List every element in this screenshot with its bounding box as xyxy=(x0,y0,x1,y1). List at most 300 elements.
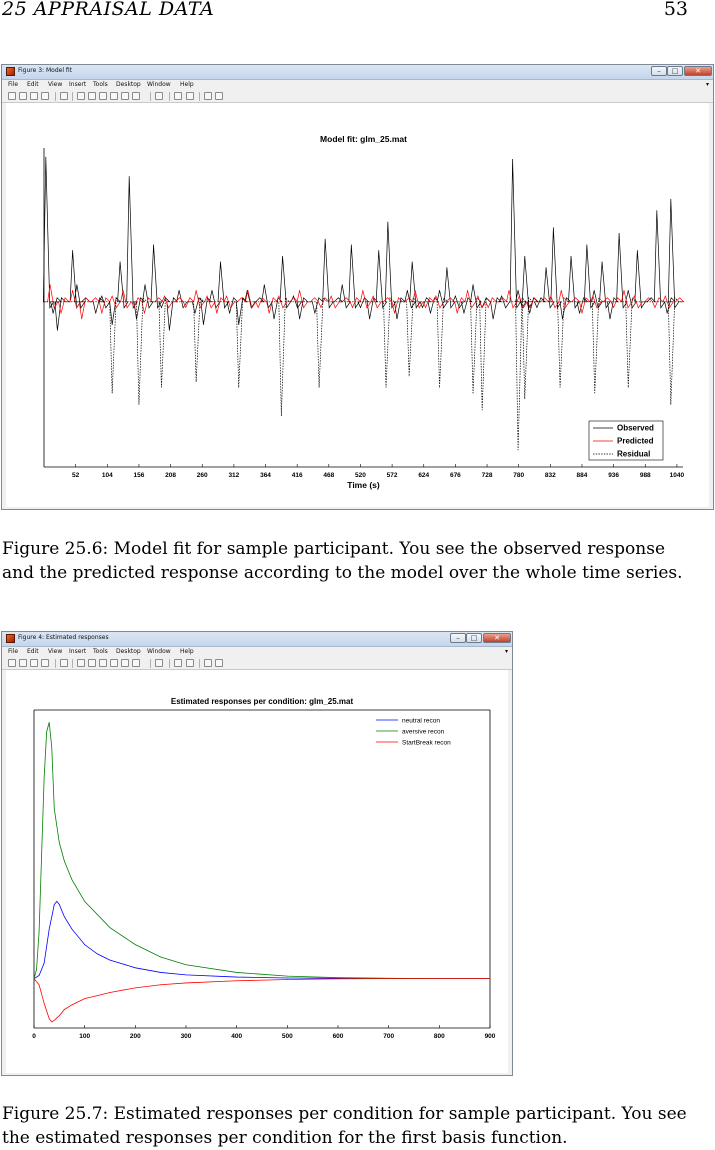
data-point xyxy=(72,879,73,880)
data-point xyxy=(439,290,440,291)
data-cursor-icon[interactable] xyxy=(121,92,129,100)
data-point xyxy=(203,324,204,325)
chart-title: Model fit: glm_25.mat xyxy=(320,134,407,144)
edit-plot-icon[interactable] xyxy=(60,92,68,100)
figure-window-model-fit xyxy=(1,64,714,510)
data-point xyxy=(64,1009,65,1010)
data-point xyxy=(76,284,77,285)
data-point xyxy=(325,239,326,240)
series-observed xyxy=(43,157,683,331)
x-tick-label: 312 xyxy=(228,472,240,479)
print-icon[interactable] xyxy=(41,659,49,667)
x-tick-label: 800 xyxy=(433,1033,445,1040)
x-tick-label: 780 xyxy=(513,472,525,479)
data-point xyxy=(478,296,479,297)
data-point xyxy=(84,998,85,999)
figure-window-estimated-responses xyxy=(1,631,513,1076)
menu-bar xyxy=(2,80,713,90)
data-point xyxy=(281,415,282,416)
new-figure-icon[interactable] xyxy=(8,92,16,100)
data-point xyxy=(446,301,447,302)
data-point xyxy=(64,917,65,918)
data-point xyxy=(299,290,300,291)
legend-label: neutral recon xyxy=(402,717,440,725)
data-point xyxy=(44,963,45,964)
legend-label: Residual xyxy=(617,449,651,459)
data-point xyxy=(39,932,40,933)
data-point xyxy=(120,262,121,263)
data-point xyxy=(439,978,440,979)
data-point xyxy=(238,324,239,325)
legend-label: StartBreak recon xyxy=(402,739,451,747)
data-point xyxy=(467,290,468,291)
x-tick-label: 156 xyxy=(133,472,145,479)
data-point xyxy=(46,731,47,732)
series-line xyxy=(44,298,683,450)
data-point xyxy=(628,290,629,291)
x-tick-label: 676 xyxy=(449,472,461,479)
data-point xyxy=(101,296,102,297)
data-point xyxy=(369,318,370,319)
rotate-icon[interactable] xyxy=(110,92,118,100)
data-point xyxy=(624,290,625,291)
data-point xyxy=(446,267,447,268)
data-point xyxy=(186,983,187,984)
data-point xyxy=(229,313,230,314)
data-point xyxy=(362,290,363,291)
x-tick-label: 728 xyxy=(481,472,493,479)
data-point xyxy=(425,307,426,308)
zoom-in-icon[interactable] xyxy=(77,659,85,667)
menu-window[interactable]: Window xyxy=(147,81,171,88)
figure-canvas xyxy=(6,670,508,1073)
data-point xyxy=(101,313,102,314)
data-point xyxy=(655,307,656,308)
x-tick-label: 624 xyxy=(418,472,430,479)
data-point xyxy=(560,387,561,388)
save-icon[interactable] xyxy=(30,659,38,667)
data-point xyxy=(236,980,237,981)
menu-bar xyxy=(2,647,512,657)
data-point xyxy=(54,904,55,905)
data-point xyxy=(59,842,60,843)
data-point xyxy=(299,318,300,319)
menu-view[interactable]: View xyxy=(48,81,63,88)
x-tick-label: 104 xyxy=(101,472,113,479)
data-point xyxy=(160,957,161,958)
window-title: Figure 3: Model fit xyxy=(18,67,73,74)
data-point xyxy=(388,978,389,979)
data-point xyxy=(524,256,525,257)
data-point xyxy=(457,313,458,314)
data-point xyxy=(586,244,587,245)
data-point xyxy=(383,301,384,302)
data-point xyxy=(45,157,46,158)
data-point xyxy=(160,972,161,973)
data-point xyxy=(509,290,510,291)
data-point xyxy=(530,307,531,308)
data-point xyxy=(44,778,45,779)
data-point xyxy=(64,861,65,862)
data-point xyxy=(628,387,629,388)
data-point xyxy=(238,387,239,388)
data-point xyxy=(135,944,136,945)
figure-caption-25-7: Figure 25.7: Estimated responses per condition for sample participant. You see the estimated responses per condition for the first basis function. xyxy=(2,1104,687,1148)
data-point xyxy=(135,967,136,968)
x-tick-label: 988 xyxy=(639,472,651,479)
section-heading: 25 APPRAISAL DATA xyxy=(2,0,215,20)
x-tick-label: 400 xyxy=(231,1033,243,1040)
data-point xyxy=(667,313,668,314)
data-point xyxy=(72,250,73,251)
menu-view[interactable]: View xyxy=(48,648,63,655)
matlab-icon xyxy=(6,634,15,643)
data-point xyxy=(675,301,676,302)
data-point xyxy=(373,296,374,297)
data-point xyxy=(546,267,547,268)
x-tick-label: 468 xyxy=(323,472,335,479)
data-point xyxy=(293,296,294,297)
figure-canvas xyxy=(6,103,709,507)
data-point xyxy=(161,307,162,308)
data-point xyxy=(656,210,657,211)
toolbar-separator xyxy=(150,659,151,668)
data-point xyxy=(129,176,130,177)
data-point xyxy=(593,296,594,297)
toolbar-separator xyxy=(150,92,151,101)
data-point xyxy=(195,313,196,314)
data-point xyxy=(412,262,413,263)
data-point xyxy=(53,313,54,314)
data-point xyxy=(264,284,265,285)
brush-icon[interactable] xyxy=(132,92,140,100)
series-line xyxy=(43,157,683,330)
series-line xyxy=(34,722,490,978)
x-tick-label: 1040 xyxy=(669,472,685,479)
page-header xyxy=(0,0,700,24)
data-point xyxy=(338,979,339,980)
minimize-button[interactable]: – xyxy=(651,66,667,76)
menu-help[interactable]: Help xyxy=(180,648,194,655)
data-point xyxy=(670,199,671,200)
x-tick-label: 0 xyxy=(32,1033,36,1040)
x-tick-label: 520 xyxy=(355,472,366,479)
save-icon[interactable] xyxy=(30,92,38,100)
data-point xyxy=(139,404,140,405)
menu-edit[interactable]: Edit xyxy=(27,648,39,655)
menu-help[interactable]: Help xyxy=(180,81,194,88)
data-point xyxy=(39,984,40,985)
x-tick-label: 100 xyxy=(79,1033,91,1040)
data-point xyxy=(553,227,554,228)
title-bar[interactable] xyxy=(2,65,713,80)
data-point xyxy=(59,1015,60,1016)
zoom-out-icon[interactable] xyxy=(88,659,96,667)
open-file-icon[interactable] xyxy=(19,659,27,667)
data-point xyxy=(57,330,58,331)
x-tick-label: 200 xyxy=(129,1033,141,1040)
data-point xyxy=(186,975,187,976)
matlab-icon xyxy=(6,67,15,76)
pan-icon[interactable] xyxy=(99,659,107,667)
data-point xyxy=(51,747,52,748)
data-point xyxy=(237,301,238,302)
x-tick-label: 500 xyxy=(281,1033,293,1040)
x-tick-label: 936 xyxy=(608,472,620,479)
data-point xyxy=(360,307,361,308)
x-tick-label: 900 xyxy=(484,1033,496,1040)
data-point xyxy=(97,995,98,996)
data-point xyxy=(571,301,572,302)
toolbar-separator xyxy=(199,92,200,101)
new-figure-icon[interactable] xyxy=(8,659,16,667)
open-file-icon[interactable] xyxy=(19,92,27,100)
data-point xyxy=(112,324,113,325)
print-icon[interactable] xyxy=(41,92,49,100)
data-point xyxy=(50,284,51,285)
data-point xyxy=(196,290,197,291)
data-point xyxy=(518,290,519,291)
data-point xyxy=(81,318,82,319)
data-point xyxy=(613,307,614,308)
x-axis-label: Time (s) xyxy=(347,480,380,490)
menu-file[interactable]: File xyxy=(8,648,19,655)
data-point xyxy=(112,393,113,394)
data-cursor-icon[interactable] xyxy=(121,659,129,667)
menu-file[interactable]: File xyxy=(8,81,19,88)
legend-label: Predicted xyxy=(617,436,654,446)
hide-plot-tools-icon[interactable] xyxy=(204,659,212,667)
data-point xyxy=(409,375,410,376)
data-point xyxy=(36,969,37,970)
data-point xyxy=(186,964,187,965)
data-point xyxy=(135,988,136,989)
data-point xyxy=(518,450,519,451)
chevron-down-icon[interactable]: ▾ xyxy=(705,81,709,88)
data-point xyxy=(161,387,162,388)
x-tick-label: 572 xyxy=(386,472,398,479)
x-tick-label: 700 xyxy=(383,1033,395,1040)
show-plot-tools-icon[interactable] xyxy=(215,659,223,667)
data-point xyxy=(594,290,595,291)
data-point xyxy=(319,387,320,388)
menu-insert[interactable]: Insert xyxy=(69,81,87,88)
data-point xyxy=(287,978,288,979)
link-plot-icon[interactable] xyxy=(155,92,163,100)
data-point xyxy=(220,262,221,263)
data-point xyxy=(72,929,73,930)
colorbar-icon[interactable] xyxy=(174,659,182,667)
data-point xyxy=(482,410,483,411)
data-point xyxy=(179,290,180,291)
series-residual xyxy=(44,298,683,451)
close-button[interactable]: ✕ xyxy=(483,633,511,643)
data-point xyxy=(634,296,635,297)
data-point xyxy=(216,313,217,314)
data-point xyxy=(394,313,395,314)
x-tick-label: 364 xyxy=(260,472,271,479)
data-point xyxy=(439,387,440,388)
data-point xyxy=(579,313,580,314)
estimated-responses-chart xyxy=(6,670,510,1073)
chart-title: Estimated responses per condition: glm_25.mat xyxy=(170,697,354,706)
maximize-button[interactable]: □ xyxy=(667,66,683,76)
data-point xyxy=(258,307,259,308)
x-tick-label: 832 xyxy=(544,472,556,479)
data-point xyxy=(185,307,186,308)
data-point xyxy=(236,972,237,973)
data-point xyxy=(212,290,213,291)
zoom-in-icon[interactable] xyxy=(77,92,85,100)
data-point xyxy=(519,296,520,297)
toolbar xyxy=(2,91,713,103)
toolbar-separator xyxy=(55,92,56,101)
page-number: 53 xyxy=(663,0,688,20)
data-point xyxy=(145,284,146,285)
data-point xyxy=(342,284,343,285)
data-point xyxy=(56,901,57,902)
data-point xyxy=(112,296,113,297)
data-point xyxy=(144,313,145,314)
x-tick-label: 600 xyxy=(332,1033,344,1040)
rotate-icon[interactable] xyxy=(110,659,118,667)
toolbar-separator xyxy=(199,659,200,668)
data-point xyxy=(153,244,154,245)
close-button[interactable]: ✕ xyxy=(684,66,712,76)
menu-edit[interactable]: Edit xyxy=(27,81,39,88)
toolbar-separator xyxy=(169,659,170,668)
data-point xyxy=(351,244,352,245)
figure-caption-25-6: Figure 25.6: Model fit for sample participant. You see the observed response and the predicted response according to the model over the whole time series. xyxy=(2,539,683,583)
data-point xyxy=(59,904,60,905)
data-point xyxy=(41,855,42,856)
data-point xyxy=(84,901,85,902)
data-point xyxy=(473,284,474,285)
colorbar-icon[interactable] xyxy=(174,92,182,100)
data-point xyxy=(34,978,35,979)
data-point xyxy=(415,290,416,291)
pan-icon[interactable] xyxy=(99,92,107,100)
data-point xyxy=(386,387,387,388)
data-point xyxy=(321,307,322,308)
data-point xyxy=(269,313,270,314)
menu-window[interactable]: Window xyxy=(147,648,171,655)
title-bar[interactable] xyxy=(2,632,512,647)
data-point xyxy=(387,222,388,223)
x-tick-label: 52 xyxy=(72,472,80,479)
data-point xyxy=(490,978,491,979)
data-point xyxy=(72,1004,73,1005)
chevron-down-icon[interactable]: ▾ xyxy=(504,648,508,655)
data-point xyxy=(97,954,98,955)
edit-plot-icon[interactable] xyxy=(60,659,68,667)
data-point xyxy=(49,929,50,930)
toolbar-separator xyxy=(72,92,73,101)
data-point xyxy=(594,393,595,394)
data-point xyxy=(493,318,494,319)
data-point xyxy=(524,398,525,399)
data-point xyxy=(123,290,124,291)
data-point xyxy=(488,307,489,308)
data-point xyxy=(274,318,275,319)
series-neutral-recon xyxy=(34,901,491,979)
toolbar-separator xyxy=(169,92,170,101)
data-point xyxy=(54,1020,55,1021)
legend-icon[interactable] xyxy=(186,659,194,667)
data-point xyxy=(512,159,513,160)
data-point xyxy=(39,975,40,976)
data-point xyxy=(196,381,197,382)
brush-icon[interactable] xyxy=(132,659,140,667)
data-point xyxy=(602,262,603,263)
x-tick-label: 416 xyxy=(291,472,303,479)
data-point xyxy=(164,296,165,297)
data-point xyxy=(287,976,288,977)
data-point xyxy=(571,256,572,257)
zoom-out-icon[interactable] xyxy=(88,92,96,100)
data-point xyxy=(134,307,135,308)
legend-label: aversive recon xyxy=(402,728,445,736)
hide-plot-tools-icon[interactable] xyxy=(204,92,212,100)
series-startbreak-recon xyxy=(34,978,491,1022)
menu-desktop[interactable]: Desktop xyxy=(116,648,141,655)
data-point xyxy=(110,992,111,993)
toolbar xyxy=(2,658,512,670)
data-point xyxy=(61,313,62,314)
data-point xyxy=(84,944,85,945)
data-point xyxy=(537,307,538,308)
menu-tools[interactable]: Tools xyxy=(93,648,108,655)
data-point xyxy=(378,250,379,251)
show-plot-tools-icon[interactable] xyxy=(215,92,223,100)
legend-icon[interactable] xyxy=(186,92,194,100)
data-point xyxy=(665,296,666,297)
data-point xyxy=(110,927,111,928)
data-point xyxy=(44,1003,45,1004)
menu-insert[interactable]: Insert xyxy=(69,648,87,655)
data-point xyxy=(207,296,208,297)
data-point xyxy=(110,960,111,961)
data-point xyxy=(407,290,408,291)
data-point xyxy=(54,808,55,809)
menu-tools[interactable]: Tools xyxy=(93,81,108,88)
maximize-button[interactable]: □ xyxy=(466,633,482,643)
data-point xyxy=(551,296,552,297)
data-point xyxy=(352,307,353,308)
data-point xyxy=(501,296,502,297)
link-plot-icon[interactable] xyxy=(155,659,163,667)
toolbar-separator xyxy=(72,659,73,668)
data-point xyxy=(464,313,465,314)
data-point xyxy=(436,296,437,297)
data-point xyxy=(226,296,227,297)
data-point xyxy=(637,250,638,251)
data-point xyxy=(95,313,96,314)
data-point xyxy=(49,1018,50,1019)
minimize-button[interactable]: – xyxy=(450,633,466,643)
data-point xyxy=(331,296,332,297)
data-point xyxy=(473,393,474,394)
menu-desktop[interactable]: Desktop xyxy=(116,81,141,88)
data-point xyxy=(51,1021,52,1022)
data-point xyxy=(287,979,288,980)
data-point xyxy=(279,296,280,297)
toolbar-separator xyxy=(55,659,56,668)
data-point xyxy=(561,290,562,291)
data-point xyxy=(455,296,456,297)
series-line xyxy=(34,901,490,978)
data-point xyxy=(397,318,398,319)
